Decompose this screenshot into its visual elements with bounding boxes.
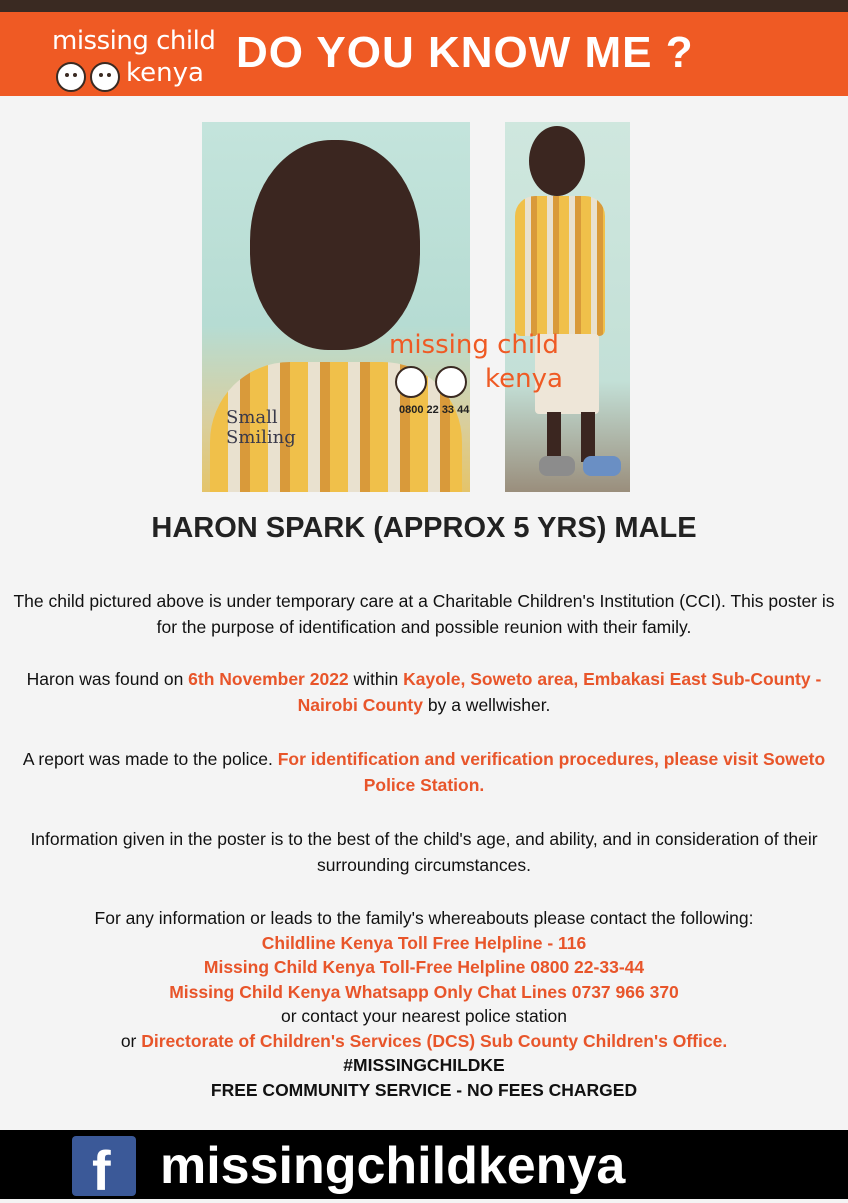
hashtag: #MISSINGCHILDKE [343,1055,505,1075]
missing-child-helpline: Missing Child Kenya Toll-Free Helpline 0800 22-33-44 [203,957,645,977]
footer-bar [0,1130,848,1202]
disclaimer: Information given in the poster is to the best of the child's age, and ability, and in consideration of their surrounding circumstances. [30,829,818,875]
childline-helpline: Childline Kenya Toll Free Helpline - 116 [261,932,587,953]
shirt-print [226,408,296,448]
care-notice: The child pictured above is under temporary care at a Charitable Children's Institution (CCI). This poster is for the purpose of identification and possible reunion with their family. [13,591,835,637]
boy-face-icon [90,62,120,92]
logo-text-line2: kenya [126,58,204,88]
shirt-print-line2: Smiling [226,427,296,448]
found-text-c: by a wellwisher. [423,695,551,715]
nearest-police-text: or contact your nearest police station [281,1006,567,1026]
police-station-instruction: For identification and verification procedures, please visit Soweto Police Station. [277,749,826,795]
free-service-notice: FREE COMMUNITY SERVICE - NO FEES CHARGED [210,1079,638,1100]
watermark-text-line1: missing child [389,330,559,360]
found-text-a: Haron was found on [26,669,189,689]
shirt-print-line1: Small [226,407,278,428]
facebook-handle: missingchildkenya [160,1137,626,1195]
child-shirt [515,196,605,336]
boy-face-icon [435,366,467,398]
contact-section [10,906,838,1102]
facebook-letter: f [92,1139,111,1202]
police-report [10,746,838,798]
photo-watermark-logo [385,330,585,430]
dcs-office: Directorate of Children's Services (DCS) Sub County Children's Office. [141,1030,728,1051]
child-head [529,126,585,196]
child-full-body-photo [505,122,630,492]
found-date: 6th November 2022 [188,669,349,689]
child-face [250,140,420,350]
found-details [10,666,838,718]
top-strip [0,0,848,12]
missing-child-kenya-logo [8,20,232,96]
police-text: A report was made to the police. [22,749,278,769]
header-banner [0,12,848,96]
found-location: Kayole, Soweto area, Embakasi East Sub-County - Nairobi County [297,669,822,715]
dcs-prefix: or [120,1030,142,1051]
watermark-text-line2: kenya [485,364,563,394]
child-shoe [539,456,575,476]
child-name-title: HARON SPARK (APPROX 5 YRS) MALE [151,512,697,544]
whatsapp-chat-lines: Missing Child Kenya Whatsapp Only Chat Lines 0737 966 370 [169,981,679,1002]
found-text-b: within [348,669,404,689]
girl-face-icon [395,366,427,398]
logo-text-line1: missing child [52,26,216,56]
child-shoe [583,456,621,476]
girl-face-icon [56,62,86,92]
contact-intro: For any information or leads to the family's whereabouts please contact the following: [94,908,754,928]
watermark-phone: 0800 22 33 44 [399,404,470,416]
dcs-line [10,1029,838,1054]
headline: DO YOU KNOW ME ? [236,28,694,77]
child-portrait-photo [202,122,470,492]
facebook-icon [72,1136,136,1202]
